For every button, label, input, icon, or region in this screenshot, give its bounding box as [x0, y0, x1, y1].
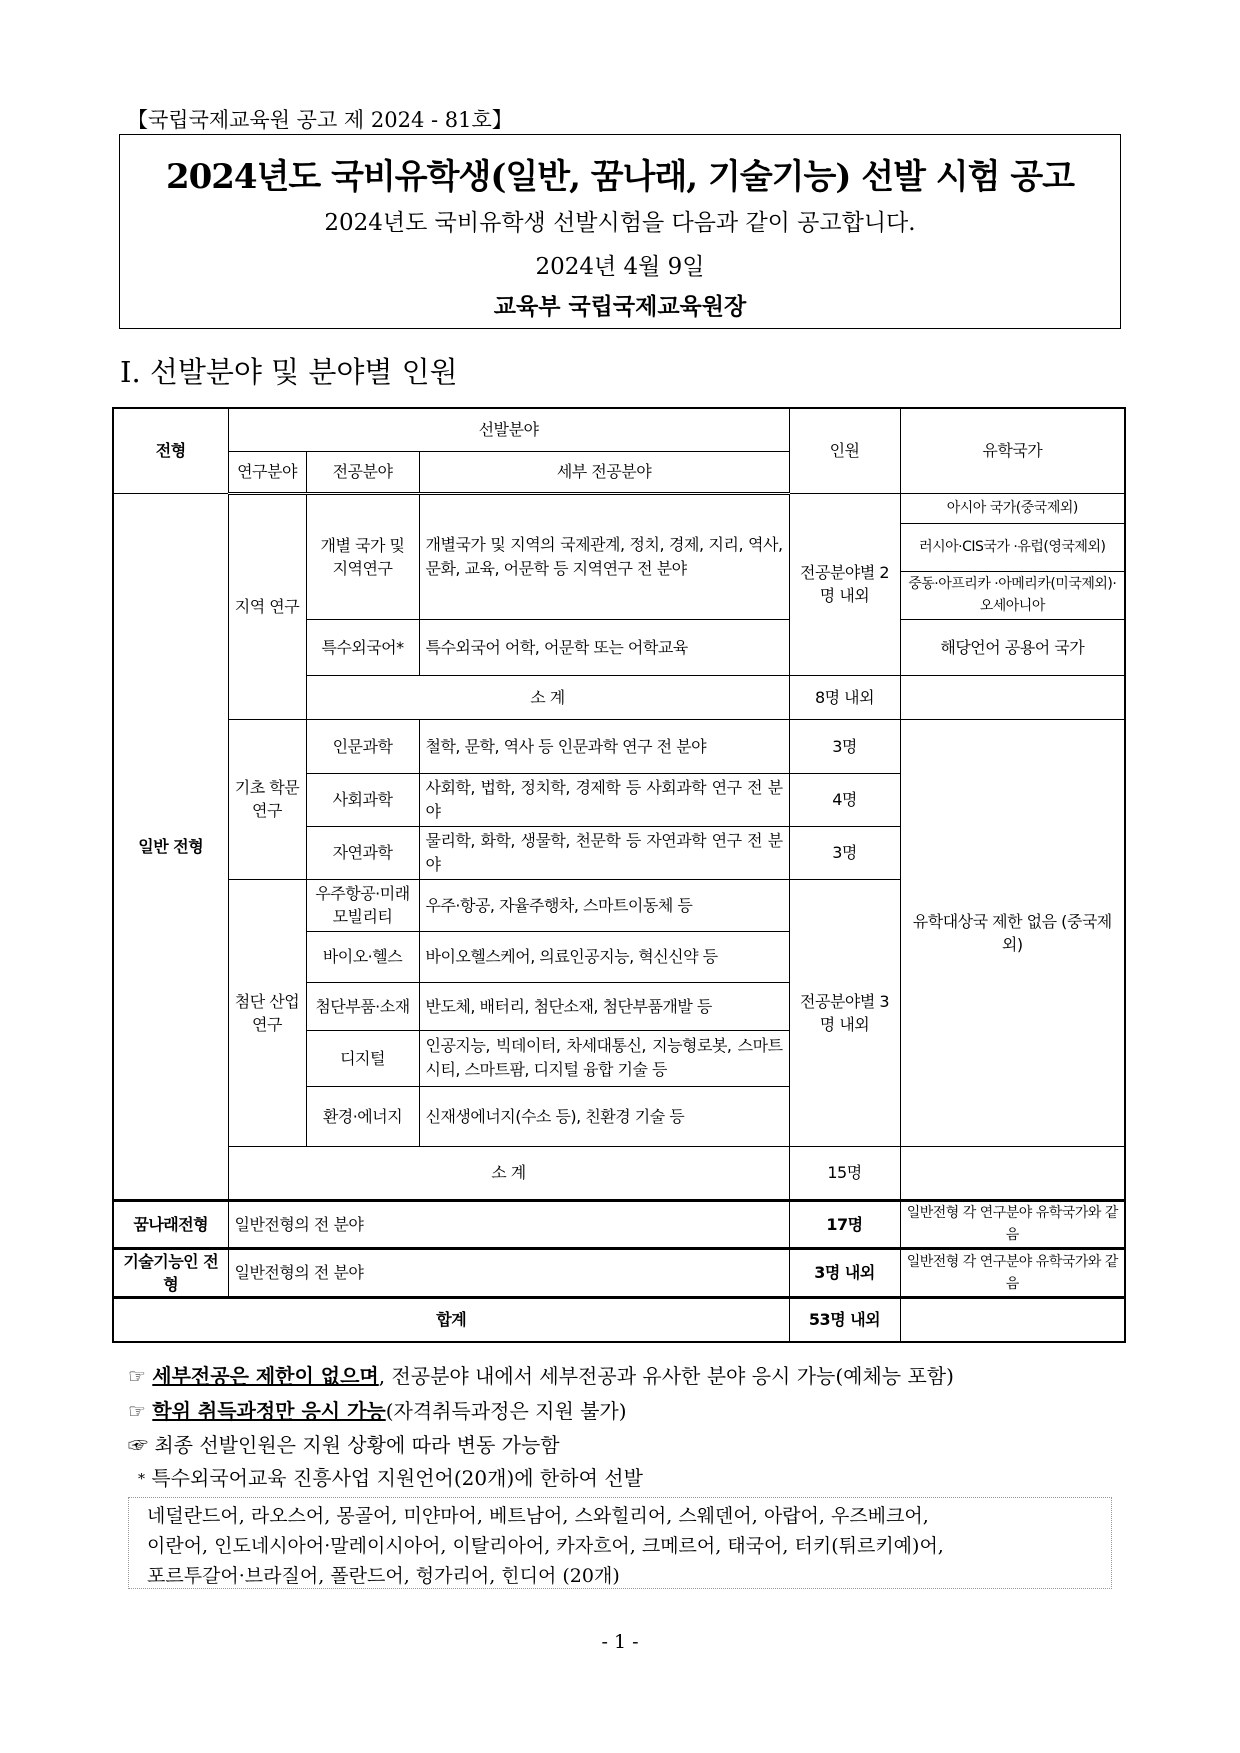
- major-cell: 첨단부품·소재: [306, 982, 419, 1030]
- subtotal-label: 소 계: [228, 1146, 789, 1200]
- detail-cell: 사회학, 법학, 정치학, 경제학 등 사회과학 연구 전 분야: [419, 773, 789, 826]
- detail-cell: 특수외국어 어학, 어문학 또는 어학교육: [419, 619, 789, 675]
- quota-cell: 17명: [789, 1200, 900, 1248]
- note-1-text: , 전공분야 내에서 세부전공과 유사한 분야 응시 가능(예체능 포함): [378, 1364, 954, 1388]
- major-cell: 인문과학: [306, 719, 419, 773]
- major-cell: 디지털: [306, 1030, 419, 1086]
- language-line: 네덜란드어, 라오스어, 몽골어, 미얀마어, 베트남어, 스와힐리어, 스웨덴어, 아랍어, 우즈베크어,: [147, 1505, 929, 1527]
- country-cell-empty: [900, 1297, 1125, 1342]
- notice-number: 【국립국제교육원 공고 제 2024 - 81호】: [127, 108, 513, 132]
- title-box: [119, 134, 1121, 329]
- quota-cell: 전공분야별 2명 내외: [789, 493, 900, 675]
- page-number: - 1 -: [601, 1631, 639, 1653]
- note-star: [138, 1462, 643, 1491]
- header-selection-field: 선발분야: [228, 408, 789, 451]
- header-country: 유학국가: [900, 408, 1125, 493]
- type-cell: 꿈나래전형: [113, 1200, 228, 1248]
- selection-table: [112, 407, 1126, 1343]
- quota-cell: 3명: [789, 719, 900, 773]
- quota-cell: 4명: [789, 773, 900, 826]
- technical-row: [113, 1248, 1125, 1297]
- quota-cell: 3명: [789, 826, 900, 879]
- pointing-hand-icon: ☞: [128, 1433, 148, 1457]
- language-line: 이란어, 인도네시아어·말레이시아어, 이탈리아어, 카자흐어, 크메르어, 태국어, 터키(튀르키예)어,: [147, 1535, 944, 1557]
- header-row: [113, 408, 1125, 451]
- asterisk-icon: *: [138, 1471, 145, 1488]
- note-2-text: (자격취득과정은 지원 불가): [385, 1399, 627, 1423]
- header-type: 전형: [113, 408, 228, 493]
- total-value: 53명 내외: [789, 1297, 900, 1342]
- research-area-cell: 기초 학문 연구: [228, 719, 306, 879]
- subtotal-value: 8명 내외: [789, 675, 900, 719]
- detail-cell: 인공지능, 빅데이터, 차세대통신, 지능형로봇, 스마트시티, 스마트팜, 디지털 융합 기술 등: [419, 1030, 789, 1086]
- quota-cell: 전공분야별 3명 내외: [789, 879, 900, 1146]
- note-3-text: 최종 선발인원은 지원 상황에 따라 변동 가능함: [154, 1433, 560, 1457]
- document-title: 2024년도 국비유학생(일반, 꿈나래, 기술기능) 선발 시험 공고: [165, 157, 1075, 197]
- language-list-box: [128, 1497, 1112, 1589]
- header-research-area: 연구분야: [228, 451, 306, 493]
- major-cell: 우주항공·미래 모빌리티: [306, 879, 419, 931]
- quota-cell: 3명 내외: [789, 1248, 900, 1297]
- country-cell: 중동·아프리카 ·아메리카(미국제외)·오세아니아: [900, 571, 1125, 619]
- header-quota: 인원: [789, 408, 900, 493]
- note-2: [128, 1395, 627, 1424]
- major-cell: 개별 국가 및 지역연구: [306, 493, 419, 619]
- detail-cell: 우주·항공, 자율주행차, 스마트이동체 등: [419, 879, 789, 931]
- country-cell: 러시아·CIS국가 ·유럽(영국제외): [900, 523, 1125, 571]
- section-heading: Ⅰ. 선발분야 및 분야별 인원: [120, 355, 458, 389]
- country-cell: 아시아 국가(중국제외): [900, 493, 1125, 523]
- country-cell: 해당언어 공용어 국가: [900, 619, 1125, 675]
- header-major: 전공분야: [306, 451, 419, 493]
- pointing-hand-icon: ☞: [128, 1399, 146, 1423]
- pointing-hand-icon: ☞: [128, 1364, 146, 1388]
- country-cell: 유학대상국 제한 없음 (중국제외): [900, 719, 1125, 1146]
- detail-cell: 반도체, 배터리, 첨단소재, 첨단부품개발 등: [419, 982, 789, 1030]
- subtotal-value: 15명: [789, 1146, 900, 1200]
- type-cell: 기술기능인 전형: [113, 1248, 228, 1297]
- detail-cell: 바이오헬스케어, 의료인공지능, 혁신신약 등: [419, 931, 789, 982]
- detail-cell: 신재생에너지(수소 등), 친환경 기술 등: [419, 1086, 789, 1146]
- note-1: [128, 1360, 954, 1389]
- detail-cell: 물리학, 화학, 생물학, 천문학 등 자연과학 연구 전 분야: [419, 826, 789, 879]
- table-row: [113, 493, 1125, 523]
- subtotal-row: [113, 1146, 1125, 1200]
- detail-cell: 철학, 문학, 역사 등 인문과학 연구 전 분야: [419, 719, 789, 773]
- field-cell: 일반전형의 전 분야: [228, 1200, 789, 1248]
- note-1-emphasis: 세부전공은 제한이 없으며: [152, 1364, 379, 1388]
- table-row: [113, 719, 1125, 773]
- general-type-cell: 일반 전형: [113, 493, 228, 1200]
- subtotal-label: 소 계: [306, 675, 789, 719]
- note-3: [128, 1429, 560, 1458]
- country-cell-empty: [900, 1146, 1125, 1200]
- detail-cell: 개별국가 및 지역의 국제관계, 정치, 경제, 지리, 역사, 문화, 교육, 어문학 등 지역연구 전 분야: [419, 493, 789, 619]
- dream-row: [113, 1200, 1125, 1248]
- note-star-text: 특수외국어교육 진흥사업 지원언어(20개)에 한하여 선발: [151, 1466, 643, 1490]
- document-subtitle: 2024년도 국비유학생 선발시험을 다음과 같이 공고합니다.: [324, 210, 916, 236]
- field-cell: 일반전형의 전 분야: [228, 1248, 789, 1297]
- major-cell: 바이오·헬스: [306, 931, 419, 982]
- country-cell: 일반전형 각 연구분야 유학국가와 같음: [900, 1248, 1125, 1297]
- major-cell: 환경·에너지: [306, 1086, 419, 1146]
- total-row: [113, 1297, 1125, 1342]
- total-label: 합계: [113, 1297, 789, 1342]
- country-cell: 일반전형 각 연구분야 유학국가와 같음: [900, 1200, 1125, 1248]
- document-date: 2024년 4월 9일: [535, 254, 705, 280]
- major-cell: 특수외국어*: [306, 619, 419, 675]
- research-area-cell: 첨단 산업 연구: [228, 879, 306, 1146]
- research-area-cell: 지역 연구: [228, 493, 306, 719]
- major-cell: 자연과학: [306, 826, 419, 879]
- country-cell-empty: [900, 675, 1125, 719]
- note-2-emphasis: 학위 취득과정만 응시 가능: [152, 1399, 386, 1423]
- major-cell: 사회과학: [306, 773, 419, 826]
- language-line: 포르투갈어·브라질어, 폴란드어, 헝가리어, 힌디어 (20개): [147, 1565, 620, 1587]
- header-detail: 세부 전공분야: [419, 451, 789, 493]
- issuer: 교육부 국립국제교육원장: [493, 293, 747, 320]
